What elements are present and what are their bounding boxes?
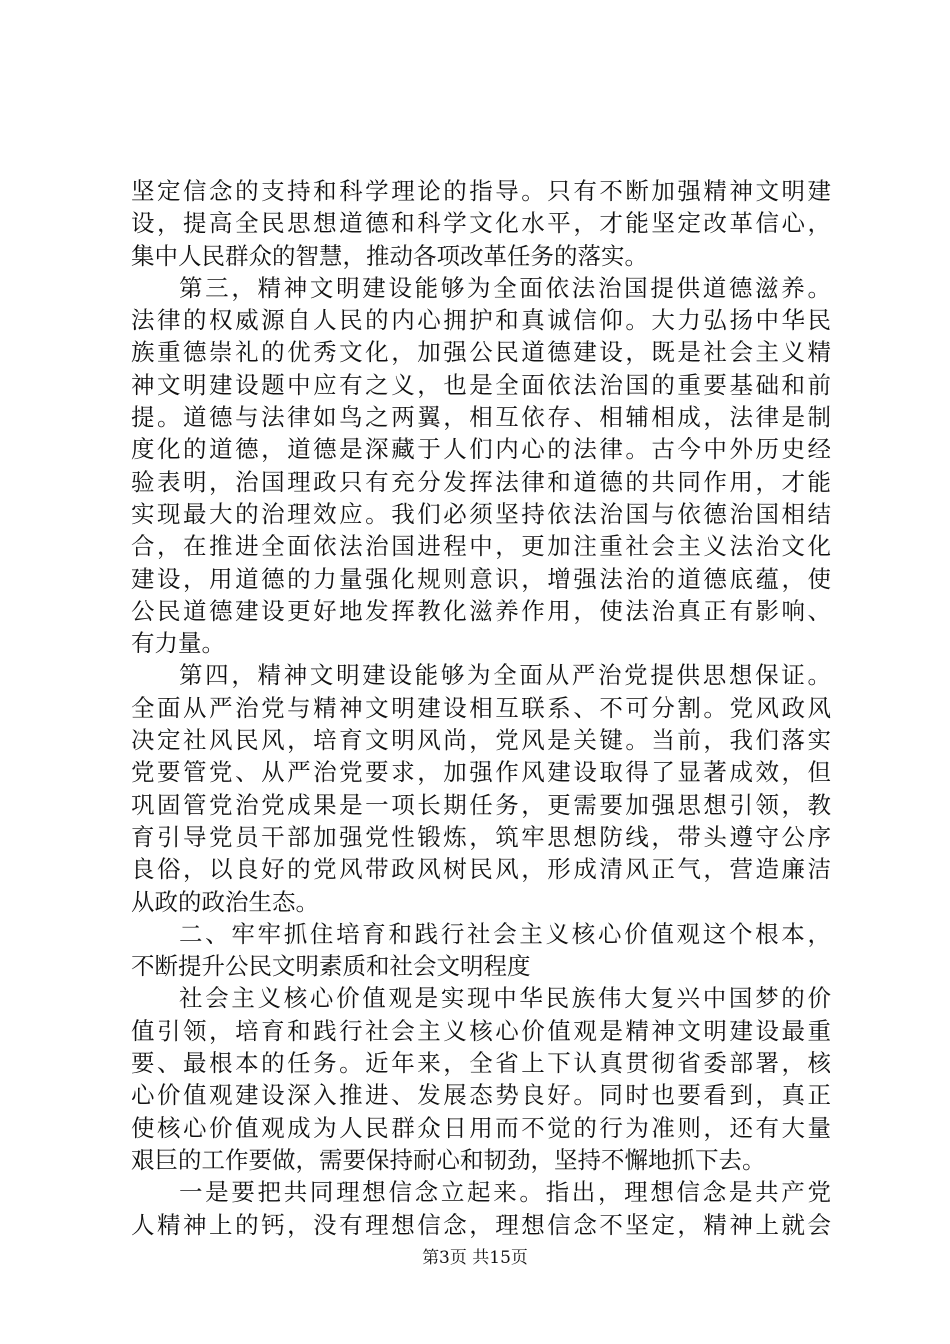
text-line: 决定社风民风，培育文明风尚，党风是关键。当前，我们落实 xyxy=(131,726,831,755)
text-line: 公民道德建设更好地发挥教化滋养作用，使法治真正有影响、 xyxy=(131,596,831,625)
text-line: 值引领，培育和践行社会主义核心价值观是精神文明建设最重 xyxy=(131,1016,831,1045)
text-line: 法律的权威源自人民的内心拥护和真诚信仰。大力弘扬中华民 xyxy=(131,306,831,335)
text-line: 党要管党、从严治党要求，加强作风建设取得了显著成效，但 xyxy=(131,758,831,787)
text-line: 二、牢牢抓住培育和践行社会主义核心价值观这个根本， xyxy=(179,919,831,948)
text-line: 心价值观建设深入推进、发展态势良好。同时也要看到，真正 xyxy=(131,1081,831,1110)
text-line: 集中人民群众的智慧，推动各项改革任务的落实。 xyxy=(131,241,648,270)
text-line: 实现最大的治理效应。我们必须坚持依法治国与依德治国相结 xyxy=(131,499,831,528)
text-line: 坚定信念的支持和科学理论的指导。只有不断加强精神文明建 xyxy=(131,177,831,205)
text-line: 第四，精神文明建设能够为全面从严治党提供思想保证。 xyxy=(179,661,831,690)
document-body xyxy=(131,175,831,1241)
text-line: 全面从严治党与精神文明建设相互联系、不可分割。党风政风 xyxy=(131,693,831,722)
text-line: 良俗，以良好的党风带政风树民风，形成清风正气，营造廉洁 xyxy=(131,855,831,884)
text-line: 使核心价值观成为人民群众日用而不觉的行为准则，还有大量 xyxy=(131,1113,831,1142)
text-line: 艰巨的工作要做，需要保持耐心和韧劲，坚持不懈地抓下去。 xyxy=(131,1145,766,1174)
text-line: 验表明，治国理政只有充分发挥法律和道德的共同作用，才能 xyxy=(131,467,831,496)
text-line: 社会主义核心价值观是实现中华民族伟大复兴中国梦的价 xyxy=(179,984,831,1013)
text-line: 设，提高全民思想道德和科学文化水平，才能坚定改革信心， xyxy=(131,209,831,238)
text-line: 提。道德与法律如鸟之两翼，相互依存、相辅相成，法律是制 xyxy=(131,403,831,432)
text-line: 族重德崇礼的优秀文化，加强公民道德建设，既是社会主义精 xyxy=(131,338,831,367)
text-line: 合，在推进全面依法治国进程中，更加注重社会主义法治文化 xyxy=(131,532,831,561)
text-line: 要、最根本的任务。近年来，全省上下认真贯彻省委部署，核 xyxy=(131,1049,831,1078)
text-line: 建设，用道德的力量强化规则意识，增强法治的道德底蕴，使 xyxy=(131,564,831,593)
text-line: 从政的政治生态。 xyxy=(131,887,319,916)
text-line: 第三，精神文明建设能够为全面依法治国提供道德滋养。 xyxy=(179,273,831,302)
page-footer: 第3页 共15页 xyxy=(422,1248,528,1268)
text-line: 一是要把共同理想信念立起来。指出，理想信念是共产党 xyxy=(179,1178,831,1207)
text-line: 不断提升公民文明素质和社会文明程度 xyxy=(131,952,531,981)
text-line: 神文明建设题中应有之义，也是全面依法治国的重要基础和前 xyxy=(131,370,831,399)
text-line: 有力量。 xyxy=(131,629,225,658)
text-line: 人精神上的钙，没有理想信念，理想信念不坚定，精神上就会 xyxy=(131,1210,831,1239)
text-line: 育引导党员干部加强党性锻炼，筑牢思想防线，带头遵守公序 xyxy=(131,822,831,851)
text-line: 度化的道德，道德是深藏于人们内心的法律。古今中外历史经 xyxy=(131,435,831,464)
text-line: 巩固管党治党成果是一项长期任务，更需要加强思想引领，教 xyxy=(131,790,831,819)
